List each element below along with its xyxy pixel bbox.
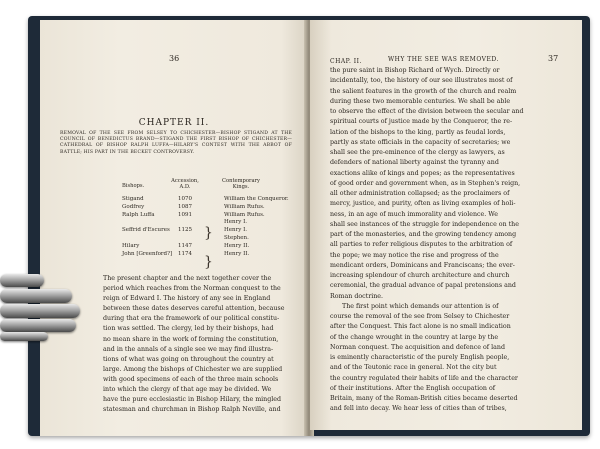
text-line: into which the clergy of that age may be divided. We <box>103 386 272 394</box>
text-line: during these two memorable centuries. We shall be able <box>330 97 511 105</box>
text-line: Britain, many of the Roman-British cities became deserted <box>330 395 518 402</box>
text-line: lation of the bishops to the king, partly as feudal lords, <box>330 128 506 136</box>
text-line: have the pure ecclesiastic in Bishop Hilary, the mingled <box>103 396 282 404</box>
text-line: increasing splendour of church architecture and church <box>330 272 510 279</box>
text-line: of good order and government when, as in Stephen's reign, <box>330 179 521 187</box>
text-line: period which reaches from the Norman conquest to the <box>103 285 281 293</box>
chapter-title: CHAPTER II. <box>138 118 210 128</box>
table-header-kings: Contemporary Kings. <box>222 178 260 190</box>
finger <box>0 289 72 303</box>
text-line: no mean share in the work of forming the constitution, <box>103 335 279 343</box>
text-line: the pope; we may notice the rise and progress of the <box>330 251 499 259</box>
text-line: during that era the framework of our political constitu- <box>103 315 280 323</box>
text-line: large. Among the bishops of Chichester we are supplied <box>103 365 283 373</box>
text-line: and of the Teutonic race in general. Not the city but <box>330 364 497 372</box>
king-cell: Henry II. <box>224 250 250 257</box>
text-line: and fell into decay. We hear less of cities than of tribes, <box>330 405 507 413</box>
year-cell: 1125 <box>178 227 192 234</box>
text-line: and in the annals of a single see we may find illustra- <box>103 345 274 353</box>
table-header-accession: Accession, A.D. <box>171 178 199 190</box>
text-line: partly as state officials in the capacity of secretaries; we <box>330 138 511 146</box>
text-line: The present chapter and the next together cover the <box>103 275 272 282</box>
text-line: the pure saint in Bishop Richard of Wych. Directly or <box>330 67 500 74</box>
right-page <box>310 20 582 430</box>
king-cell: William Rufus. <box>224 211 265 218</box>
king-cell: Stephen. <box>224 235 249 241</box>
bishop-cell: John [Greenford?] <box>122 250 173 257</box>
text-line: exactions alike of kings and popes; as the representatives <box>330 169 515 177</box>
king-cell: Henry I. <box>224 227 247 234</box>
year-cell: 1087 <box>178 203 192 210</box>
text-line: to observe the effect of the division between the secular and <box>330 108 524 115</box>
text-line: spiritual courts of justice made by the Conqueror, the re- <box>330 118 513 126</box>
right-page-number: 37 <box>548 54 559 63</box>
text-line: Roman doctrine. <box>330 292 384 300</box>
text-line: ceremonial, the gradual advance of papal pretensions and <box>330 282 516 290</box>
text-line: shall see instances of the struggle for independence on the <box>330 220 519 228</box>
left-body-text <box>103 274 303 415</box>
king-cell: William the Conqueror. <box>224 196 289 202</box>
year-cell: 1070 <box>178 196 192 202</box>
text-line: mercy, justice, and purity, often as living examples of holi- <box>330 200 516 208</box>
finger <box>0 319 76 332</box>
king-cell: Henry II. <box>224 242 250 249</box>
finger <box>0 274 44 287</box>
text-line: shall see the pre-eminence of the clergy as lawyers, as <box>330 149 505 156</box>
text-line: incidentally, too, the history of our see illustrates most of <box>330 77 513 85</box>
text-line: ness, in an age of much immorality and violence. We <box>330 210 498 218</box>
left-page <box>40 20 308 436</box>
hand-holding-page <box>0 272 82 342</box>
bishop-cell: Hilary <box>122 242 140 249</box>
text-line: reign of Edward I. The history of any see in England <box>103 295 271 303</box>
text-line: course the removal of the see from Selsey to Chichester <box>330 313 510 320</box>
text-line: between these dates deserves careful attention, because <box>103 305 285 313</box>
table-brace: } <box>204 254 213 270</box>
finger <box>0 304 80 318</box>
text-line: all parties to refer religious disputes to the arbitration of <box>330 241 513 249</box>
bishop-cell: Godfrey <box>122 203 145 210</box>
table-header-bishops: Bishops. <box>122 183 145 189</box>
text-line: tion was settled. The clergy, led by their bishops, had <box>103 325 274 333</box>
table-brace: } <box>204 225 213 241</box>
king-cell: William Rufus. <box>224 203 265 210</box>
text-line: is eminently characteristic of the purely English people, <box>330 354 510 361</box>
right-body-text <box>330 66 568 415</box>
finger <box>0 332 48 341</box>
running-head: WHY THE SEE WAS REMOVED. <box>388 56 499 63</box>
text-line: The first point which demands our attention is of <box>342 302 499 310</box>
text-line: Norman conquest. The acquisition and defence of land <box>330 343 505 351</box>
left-page-number: 36 <box>169 54 180 63</box>
bishop-cell: Ralph Luffa <box>122 211 155 218</box>
text-line: after the Conquest. This fact alone is no small indication <box>330 323 511 331</box>
chapter-summary: REMOVAL OF THE SEE FROM SELSEY TO CHICHESTER—BISHOP STIGAND AT THE COUNCIL OF BENEDICTUS BRAND—STIGAND THE FIRST BISHOP OF CHICHESTER—CATHEDRAL OF BISHOP RALPH LUFFA—HILARY'S CONTEST WITH THE ABBOT OF BATTLE; HIS PART IN THE BECKET CONTROVERSY. <box>60 131 292 155</box>
text-line: part of the monasteries, and the growing tendency among <box>330 231 517 238</box>
text-line: defenders of national liberty against the tyranny and <box>330 159 499 167</box>
bishop-cell: Seffrid d'Escures <box>122 227 170 234</box>
text-line: statesman and churchman in Bishop Ralph Neville, and <box>103 406 281 414</box>
text-line: all other administration collapsed; as the proclaimers of <box>330 190 510 197</box>
bishop-cell: Stigand <box>122 196 144 202</box>
text-line: the country regulated their habits of life and the character <box>330 374 518 382</box>
text-line: mendicant orders, Dominicans and Franciscans; the ever- <box>330 261 515 269</box>
year-cell: 1147 <box>178 242 192 249</box>
text-line: the salient features in the growth of the church and realm <box>330 87 517 95</box>
text-line: with good specimens of each of the three main schools <box>103 375 279 383</box>
text-line: tions of what was going on throughout the country at <box>103 355 274 363</box>
year-cell: 1091 <box>178 211 192 218</box>
text-line: of their institutions. After the English occupation of <box>330 384 496 392</box>
running-head-chapter: CHAP. II. <box>330 58 362 65</box>
year-cell: 1174 <box>178 250 192 257</box>
king-cell: Henry I. <box>224 219 247 226</box>
text-line: of the change wrought in the country at large by the <box>330 333 499 341</box>
